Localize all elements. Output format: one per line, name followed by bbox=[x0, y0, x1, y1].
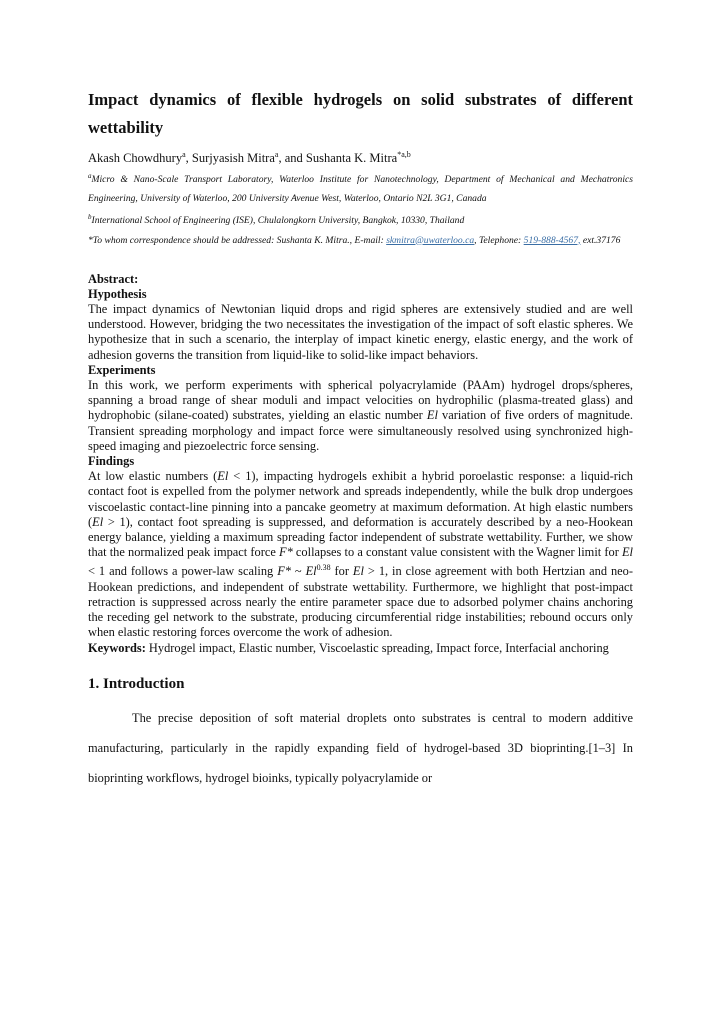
paper-page bbox=[88, 86, 633, 805]
findings-heading: Findings bbox=[88, 453, 135, 468]
affil-text: Micro & Nano-Scale Transport Laboratory, Waterloo Institute for Nanotechnology, Department of Mechanical and Mechatronics Engineering, University of Waterloo, 200 University Avenue West, Waterloo, Ontario N2L 3G1, Canada bbox=[88, 174, 633, 205]
author-affil-mark: a bbox=[274, 150, 279, 159]
abstract bbox=[88, 272, 633, 656]
author-affil-mark: a bbox=[182, 150, 186, 159]
author-list bbox=[88, 146, 633, 167]
author-name: Surjyasish Mitra bbox=[191, 151, 275, 166]
hypothesis-text: The impact dynamics of Newtonian liquid drops and rigid spheres are extensively studied and are well understood. However, bridging the two necessitates the investigation of the impact of soft elastic spheres. We hypothesize that in such a scenario, the interplay of impact kinetic energy, elastic energy, and the work of adhesion governs the transition from liquid-like to solid-like impact behaviors. bbox=[88, 301, 633, 362]
email-link[interactable]: skmitra@uwaterloo.ca bbox=[386, 234, 475, 246]
corr-text: ext.37176 bbox=[580, 234, 621, 246]
phone-link[interactable]: 519-888-4567, bbox=[523, 234, 581, 246]
keywords-text: Hydrogel impact, Elastic number, Viscoelastic spreading, Impact force, Interfacial anchoring bbox=[145, 640, 609, 655]
paper-title: Impact dynamics of flexible hydrogels on solid substrates of different wettability bbox=[88, 90, 633, 137]
author-affil-mark: *a,b bbox=[397, 150, 411, 159]
hypothesis-heading: Hypothesis bbox=[88, 286, 147, 301]
introduction-paragraph: The precise deposition of soft material droplets onto substrates is central to modern additive manufacturing, particularly in the rapidly expanding field of hydrogel-based 3D bioprinting.[1–3] In bioprinting workflows, hydrogel bioinks, typically polyacrylamide or bbox=[88, 710, 633, 785]
author-separator: , and bbox=[278, 151, 306, 166]
keywords bbox=[88, 641, 633, 656]
keywords-heading: Keywords: bbox=[88, 640, 146, 655]
correspondence-note bbox=[88, 231, 633, 250]
author-name: Akash Chowdhury bbox=[88, 151, 183, 166]
author-name: Sushanta K. Mitra bbox=[305, 151, 398, 166]
experiments-heading: Experiments bbox=[88, 362, 156, 377]
affil-text: International School of Engineering (ISE), Chulalongkorn University, Bangkok, 10330, Thailand bbox=[91, 215, 465, 227]
affiliation-a bbox=[88, 167, 633, 208]
section-heading-introduction: 1. Introduction bbox=[88, 675, 185, 692]
affil-mark: b bbox=[88, 213, 92, 222]
author-separator: , bbox=[185, 151, 192, 166]
corr-text: , Telephone: bbox=[474, 234, 524, 246]
affil-mark: a bbox=[88, 172, 92, 181]
corr-text: *To whom correspondence should be addressed: Sushanta K. Mitra., E-mail: bbox=[88, 234, 387, 246]
affiliation-b bbox=[88, 208, 633, 230]
findings-text: At low elastic numbers (El < 1), impacting hydrogels exhibit a hybrid poroelastic response: a liquid-rich contact foot is expelled from the polymer network and spreads independently, while the bulk drop undergoes viscoelastic contact-line pinning into a pancake geometry at maximum deformation. At high elastic numbers (El > 1), contact foot spreading is suppressed, and deformation is accurately described by a neo-Hookean energy balance, yielding a maximum spreading factor independent of substrate wettability. Further, we show that the normalized peak impact force F* collapses to a constant value consistent with the Wagner limit for El < 1 and follows a power-law scaling F* ~ $El^{0.38}$ for El > 1, in close agreement with both Hertzian and neo-Hookean predictions, and independent of substrate wettability. Furthermore, we highlight that post-impact retraction is suppressed across nearly the entire parameter space due to adsorbed polymer chains anchoring the receding gel network to the substrate, producing circumferential ridge instabilities; rebound occurs only when elastic restoring forces overcome the work of adhesion. bbox=[88, 469, 633, 640]
abstract-heading: Abstract: bbox=[88, 271, 139, 286]
experiments-text: In this work, we perform experiments with spherical polyacrylamide (PAAm) hydrogel drops/spheres, spanning a broad range of shear moduli and impact velocities on hydrophilic (plasma-treated glass) and hydrophobic (silane-coated) substrates, yielding an elastic number El variation of five orders of magnitude. Transient spreading morphology and impact force were simultaneously resolved using synchronized high-speed imaging and piezoelectric force sensing. bbox=[88, 377, 633, 453]
